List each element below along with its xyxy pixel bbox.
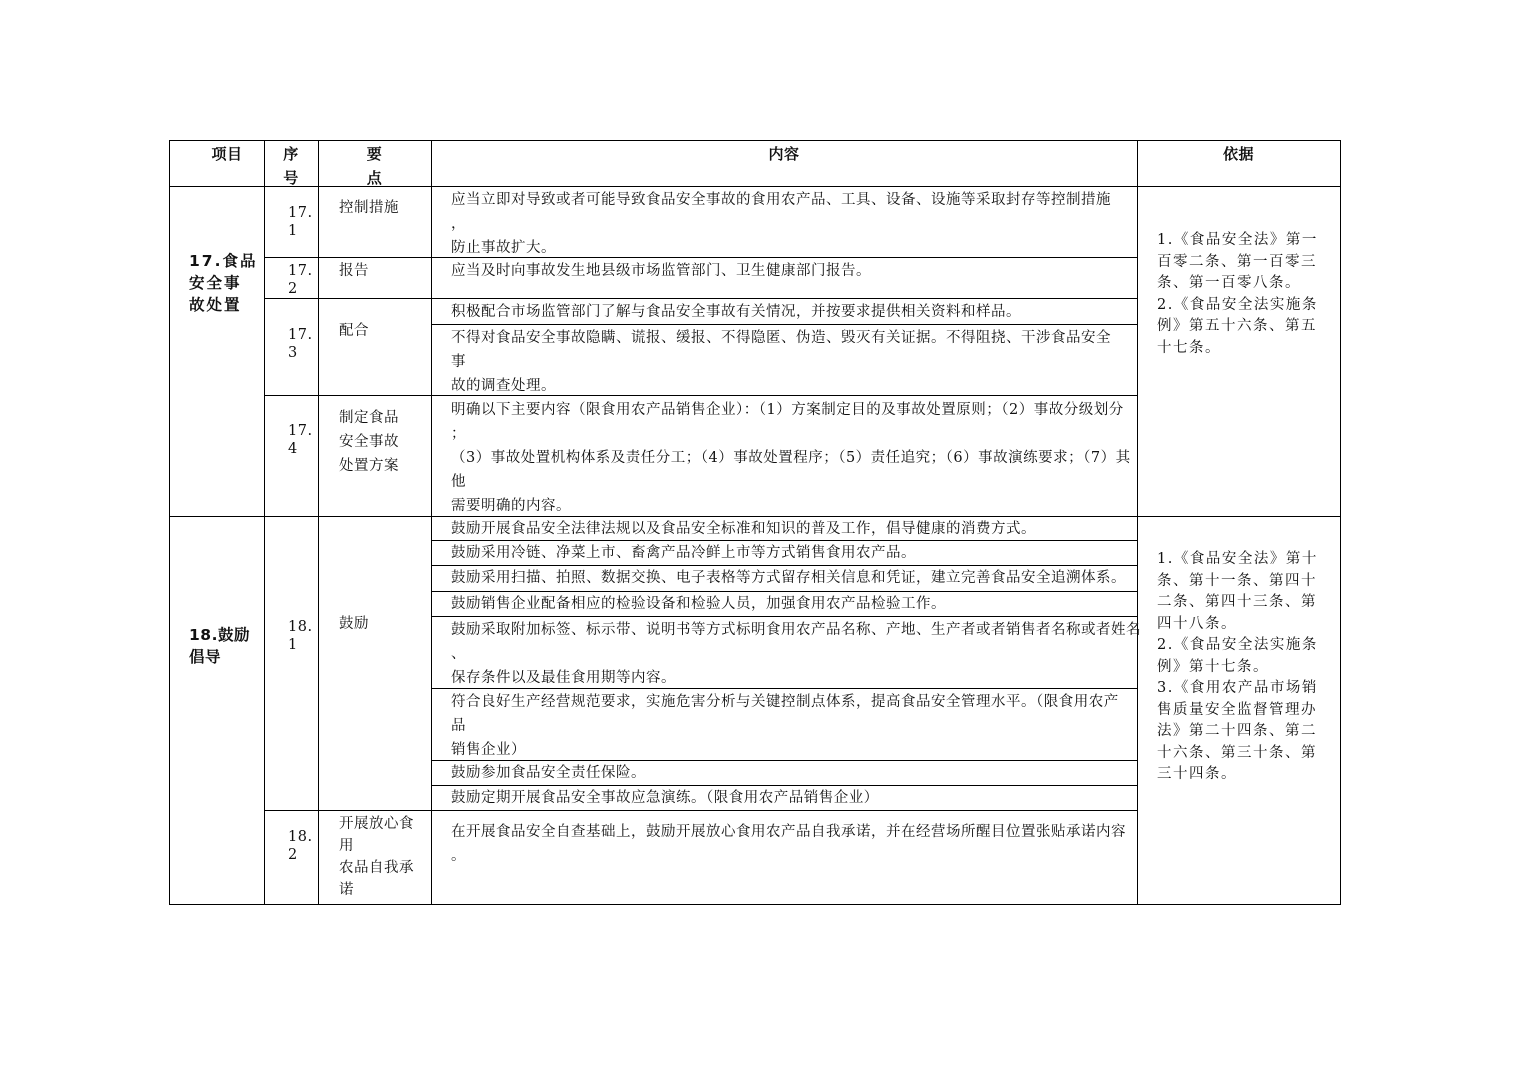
- header-project: 项目: [211, 145, 243, 163]
- basis-17: 1.《食品安全法》第一百零二条、第一百零三条、第一百零八条。 2.《食品安全法实施条例》第五十六条、第五十七条。: [1157, 232, 1318, 356]
- content-17-4: 明确以下主要内容（限食用农产品销售企业）：（1）方案制定目的及事故处置原则；（2）事故分级划分 ； （3）事故处置机构体系及责任分工；（4）事故处置程序；（5）责任追究；（6）事故演练要求；（7）其 他 需要明确的内容。: [451, 402, 1131, 514]
- content-18-1-item: 鼓励参加食品安全责任保险。: [451, 765, 646, 781]
- key-point-self-commitment: 开展放心食 用 农品自我承 诺: [339, 816, 414, 898]
- grid-line: [1137, 140, 1138, 905]
- grid-line: [431, 324, 1137, 325]
- content-18-1-item: 鼓励开展食品安全法律法规以及食品安全标准和知识的普及工作，倡导健康的消费方式。: [451, 521, 1036, 537]
- key-point-report: 报告: [339, 263, 369, 279]
- key-point-control-measures: 控制措施: [339, 200, 399, 216]
- content-17-1: 应当立即对导致或者可能导致食品安全事故的食用农产品、工具、设备、设施等采取封存等控制措施 ， 防止事故扩大。: [451, 192, 1111, 256]
- content-18-1-item: 鼓励销售企业配备相应的检验设备和检验人员，加强食用农产品检验工作。: [451, 596, 946, 612]
- grid-line: [264, 298, 1137, 299]
- header-key-point: 要 点: [366, 145, 383, 187]
- grid-line: [169, 140, 1341, 141]
- grid-line: [1340, 140, 1341, 905]
- project-encourage-advocate: 18.鼓励 倡导: [189, 626, 250, 666]
- content-18-1-item: 鼓励采用冷链、净菜上市、畜禽产品冷鲜上市等方式销售食用农产品。: [451, 545, 916, 561]
- grid-line: [431, 140, 432, 905]
- content-18-1-item: 鼓励采用扫描、拍照、数据交换、电子表格等方式留存相关信息和凭证，建立完善食品安全追溯体系。: [451, 570, 1126, 586]
- seq-17-3: 17. 3: [288, 327, 313, 361]
- content-17-3a: 积极配合市场监管部门了解与食品安全事故有关情况，并按要求提供相关资料和样品。: [451, 304, 1021, 320]
- project-food-safety-incident: 17.食品 安全事 故处置: [189, 252, 258, 314]
- basis-18: 1.《食品安全法》第十条、第十一条、第四十二条、第四十三条、第四十八条。 2.《食品安全法实施条例》第十七条。 3.《食用农产品市场销售质量安全监督管理办法》第二十四条、第二十六条、第三十条、第三十四条。: [1157, 551, 1318, 782]
- header-basis: 依据: [1222, 145, 1254, 163]
- seq-17-1: 17. 1: [288, 205, 313, 239]
- content-17-3b: 不得对食品安全事故隐瞒、谎报、缓报、不得隐匿、伪造、毁灭有关证据。不得阻挠、干涉食品安全 事 故的调查处理。: [451, 330, 1111, 394]
- key-point-cooperate: 配合: [339, 323, 369, 339]
- seq-17-4: 17. 4: [288, 423, 313, 457]
- header-content: 内容: [768, 145, 800, 163]
- grid-line: [431, 616, 1137, 617]
- grid-line: [318, 140, 319, 905]
- key-point-encourage: 鼓励: [339, 616, 369, 632]
- header-seq: 序 号: [283, 145, 299, 187]
- grid-line: [264, 810, 1137, 811]
- regulation-table: [169, 140, 1341, 905]
- content-18-1-item: 符合良好生产经营规范要求，实施危害分析与关键控制点体系，提高食品安全管理水平。（限食用农产 品 销售企业）: [451, 694, 1119, 758]
- seq-18-2: 18. 2: [288, 829, 313, 863]
- content-18-1-item: 鼓励采取附加标签、标示带、说明书等方式标明食用农产品名称、产地、生产者或者销售者名称或者姓名 、 保存条件以及最佳食用期等内容。: [451, 622, 1141, 686]
- key-point-incident-plan: 制定食品 安全事故 处置方案: [339, 410, 399, 474]
- grid-line: [264, 140, 265, 905]
- content-18-1-item: 鼓励定期开展食品安全事故应急演练。（限食用农产品销售企业）: [451, 790, 879, 806]
- grid-line: [169, 140, 170, 905]
- content-18-2: 在开展食品安全自查基础上，鼓励开展放心食用农产品自我承诺，并在经营场所醒目位置张贴承诺内容 。: [451, 824, 1126, 864]
- grid-line: [169, 904, 1341, 905]
- seq-18-1: 18. 1: [288, 619, 313, 653]
- content-17-2: 应当及时向事故发生地县级市场监管部门、卫生健康部门报告。: [451, 263, 871, 279]
- seq-17-2: 17. 2: [288, 263, 313, 297]
